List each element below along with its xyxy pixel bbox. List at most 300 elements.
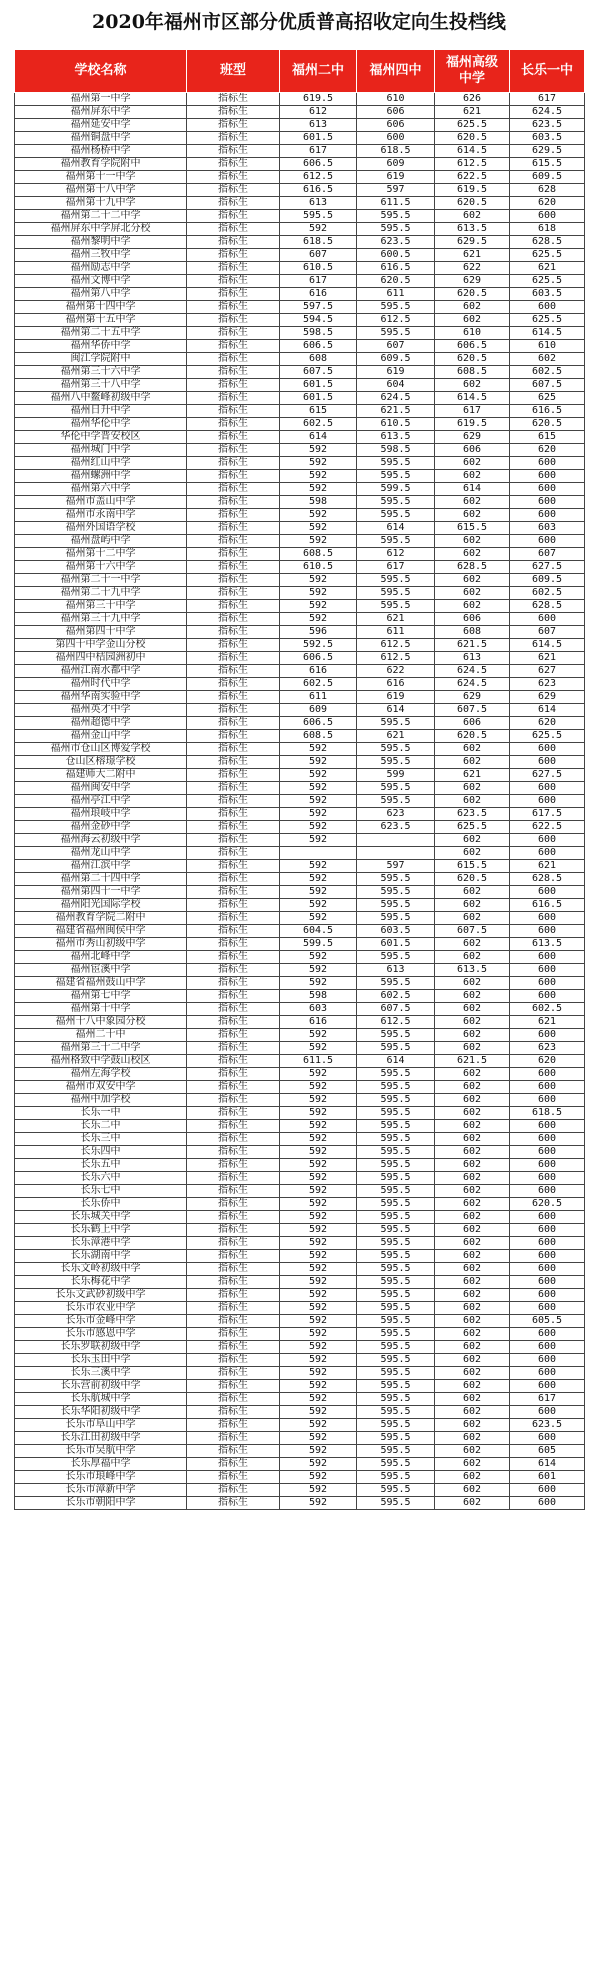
fuzhou-no4-cell: 600.5 [357, 249, 435, 262]
class-type-cell: 指标生 [187, 496, 280, 509]
changle-no1-cell: 614.5 [510, 639, 585, 652]
school-name-cell: 长乐五中 [15, 1159, 187, 1172]
table-row [15, 951, 585, 964]
fuzhou-no4-cell: 595.5 [357, 743, 435, 756]
fuzhou-senior-cell: 602 [435, 899, 510, 912]
class-type-cell: 指标生 [187, 1432, 280, 1445]
changle-no1-cell: 600 [510, 1120, 585, 1133]
fuzhou-senior-cell: 602 [435, 1237, 510, 1250]
fuzhou-no4-cell [357, 834, 435, 847]
class-type-cell: 指标生 [187, 379, 280, 392]
class-type-cell: 指标生 [187, 1276, 280, 1289]
fuzhou-no4-cell: 609 [357, 158, 435, 171]
fuzhou-no2-cell: 592 [280, 1120, 357, 1133]
fuzhou-no4-cell: 612.5 [357, 639, 435, 652]
fuzhou-senior-cell: 620.5 [435, 132, 510, 145]
fuzhou-no2-cell: 607 [280, 249, 357, 262]
school-name-cell: 福州十八中象园分校 [15, 1016, 187, 1029]
changle-no1-cell: 600 [510, 847, 585, 860]
school-name-cell: 长乐四中 [15, 1146, 187, 1159]
fuzhou-senior-cell: 602 [435, 847, 510, 860]
school-name-cell: 福州宦溪中学 [15, 964, 187, 977]
school-name-cell: 福州盘屿中学 [15, 535, 187, 548]
class-type-cell: 指标生 [187, 1289, 280, 1302]
class-type-cell: 指标生 [187, 301, 280, 314]
table-row [15, 1016, 585, 1029]
class-type-cell: 指标生 [187, 860, 280, 873]
class-type-cell: 指标生 [187, 509, 280, 522]
fuzhou-no2-cell: 592 [280, 535, 357, 548]
school-name-cell: 福州龙山中学 [15, 847, 187, 860]
table-row [15, 1367, 585, 1380]
fuzhou-no4-cell: 595.5 [357, 717, 435, 730]
changle-no1-cell: 600 [510, 1237, 585, 1250]
changle-no1-cell: 600 [510, 1094, 585, 1107]
table-row [15, 444, 585, 457]
changle-no1-cell: 600 [510, 1328, 585, 1341]
table-row [15, 860, 585, 873]
fuzhou-senior-cell: 602 [435, 1393, 510, 1406]
class-type-cell: 指标生 [187, 1471, 280, 1484]
changle-no1-cell: 600 [510, 1484, 585, 1497]
changle-no1-cell: 607 [510, 548, 585, 561]
fuzhou-no2-cell: 595.5 [280, 210, 357, 223]
fuzhou-senior-cell: 602 [435, 1198, 510, 1211]
changle-no1-cell: 600 [510, 210, 585, 223]
fuzhou-senior-cell: 628.5 [435, 561, 510, 574]
fuzhou-senior-cell: 602 [435, 1068, 510, 1081]
changle-no1-cell: 618 [510, 223, 585, 236]
fuzhou-no4-cell: 617 [357, 561, 435, 574]
fuzhou-no4-cell: 595.5 [357, 210, 435, 223]
class-type-cell: 指标生 [187, 704, 280, 717]
fuzhou-no4-cell: 612.5 [357, 314, 435, 327]
fuzhou-no2-cell: 592 [280, 912, 357, 925]
changle-no1-cell: 600 [510, 1354, 585, 1367]
school-name-cell: 长乐侨中 [15, 1198, 187, 1211]
changle-no1-cell: 600 [510, 743, 585, 756]
class-type-cell: 指标生 [187, 730, 280, 743]
changle-no1-cell: 600 [510, 1302, 585, 1315]
fuzhou-no2-cell: 608.5 [280, 548, 357, 561]
fuzhou-senior-cell: 621.5 [435, 639, 510, 652]
school-name-cell: 长乐湖南中学 [15, 1250, 187, 1263]
fuzhou-no4-cell: 595.5 [357, 1094, 435, 1107]
fuzhou-no2-cell: 592 [280, 1276, 357, 1289]
class-type-cell: 指标生 [187, 1484, 280, 1497]
school-name-cell: 仓山区榕璟学校 [15, 756, 187, 769]
school-name-cell: 福州黎明中学 [15, 236, 187, 249]
header-school-name: 学校名称 [15, 50, 187, 93]
class-type-cell: 指标生 [187, 821, 280, 834]
fuzhou-no2-cell: 610.5 [280, 561, 357, 574]
fuzhou-senior-cell: 602 [435, 1250, 510, 1263]
fuzhou-senior-cell: 602 [435, 743, 510, 756]
table-row [15, 1107, 585, 1120]
fuzhou-senior-cell: 602 [435, 795, 510, 808]
fuzhou-senior-cell: 607.5 [435, 704, 510, 717]
fuzhou-no2-cell: 598 [280, 496, 357, 509]
class-type-cell: 指标生 [187, 132, 280, 145]
fuzhou-no2-cell: 592 [280, 1315, 357, 1328]
school-name-cell: 福州教育学院二附中 [15, 912, 187, 925]
fuzhou-no2-cell: 592 [280, 1289, 357, 1302]
page-title: 2020年福州市区部分优质普高招收定向生投档线 [92, 11, 506, 33]
class-type-cell: 指标生 [187, 340, 280, 353]
changle-no1-cell: 614.5 [510, 327, 585, 340]
table-row [15, 496, 585, 509]
fuzhou-no4-cell: 595.5 [357, 574, 435, 587]
table-row [15, 1380, 585, 1393]
fuzhou-no4-cell: 606 [357, 119, 435, 132]
class-type-cell: 指标生 [187, 808, 280, 821]
table-row [15, 418, 585, 431]
fuzhou-senior-cell: 602 [435, 977, 510, 990]
fuzhou-senior-cell: 602 [435, 834, 510, 847]
table-row [15, 483, 585, 496]
fuzhou-no4-cell: 595.5 [357, 1471, 435, 1484]
fuzhou-no2-cell: 592 [280, 470, 357, 483]
table-row [15, 210, 585, 223]
fuzhou-no4-cell: 595.5 [357, 1315, 435, 1328]
fuzhou-senior-cell: 602 [435, 782, 510, 795]
class-type-cell: 指标生 [187, 392, 280, 405]
school-name-cell: 福州阳光国际学校 [15, 899, 187, 912]
table-row [15, 470, 585, 483]
table-row [15, 145, 585, 158]
class-type-cell: 指标生 [187, 236, 280, 249]
fuzhou-no2-cell: 592 [280, 1367, 357, 1380]
changle-no1-cell: 600 [510, 483, 585, 496]
fuzhou-no2-cell: 592 [280, 1042, 357, 1055]
fuzhou-senior-cell: 629.5 [435, 236, 510, 249]
fuzhou-no4-cell: 595.5 [357, 1081, 435, 1094]
class-type-cell: 指标生 [187, 171, 280, 184]
fuzhou-no4-cell: 595.5 [357, 1302, 435, 1315]
table-row [15, 730, 585, 743]
fuzhou-no4-cell: 602.5 [357, 990, 435, 1003]
school-name-cell: 福州左海学校 [15, 1068, 187, 1081]
changle-no1-cell: 625 [510, 392, 585, 405]
fuzhou-no2-cell [280, 847, 357, 860]
changle-no1-cell: 628.5 [510, 873, 585, 886]
school-name-cell: 福州华南实验中学 [15, 691, 187, 704]
fuzhou-senior-cell: 619.5 [435, 184, 510, 197]
fuzhou-senior-cell: 621 [435, 106, 510, 119]
fuzhou-senior-cell: 602 [435, 574, 510, 587]
fuzhou-senior-cell: 621.5 [435, 1055, 510, 1068]
changle-no1-cell: 600 [510, 1432, 585, 1445]
fuzhou-senior-cell: 606.5 [435, 340, 510, 353]
fuzhou-senior-cell: 602 [435, 1146, 510, 1159]
school-name-cell: 福州城门中学 [15, 444, 187, 457]
school-name-cell: 福州江滨中学 [15, 860, 187, 873]
class-type-cell: 指标生 [187, 1237, 280, 1250]
fuzhou-senior-cell: 602 [435, 1159, 510, 1172]
fuzhou-no4-cell: 595.5 [357, 470, 435, 483]
fuzhou-no2-cell: 596 [280, 626, 357, 639]
school-name-cell: 福州屏东中学 [15, 106, 187, 119]
class-type-cell: 指标生 [187, 197, 280, 210]
fuzhou-no4-cell: 595.5 [357, 1159, 435, 1172]
fuzhou-no4-cell: 595.5 [357, 1263, 435, 1276]
fuzhou-senior-cell: 602 [435, 548, 510, 561]
fuzhou-senior-cell: 625.5 [435, 821, 510, 834]
school-name-cell: 福州闽安中学 [15, 782, 187, 795]
fuzhou-no2-cell: 592 [280, 1354, 357, 1367]
changle-no1-cell: 603.5 [510, 288, 585, 301]
fuzhou-senior-cell: 602 [435, 951, 510, 964]
fuzhou-no4-cell: 610 [357, 93, 435, 106]
table-row [15, 119, 585, 132]
fuzhou-no4-cell: 595.5 [357, 1276, 435, 1289]
school-name-cell: 福州外国语学校 [15, 522, 187, 535]
changle-no1-cell: 615.5 [510, 158, 585, 171]
class-type-cell: 指标生 [187, 288, 280, 301]
class-type-cell: 指标生 [187, 1328, 280, 1341]
changle-no1-cell: 600 [510, 1263, 585, 1276]
class-type-cell: 指标生 [187, 912, 280, 925]
table-row [15, 223, 585, 236]
class-type-cell: 指标生 [187, 1458, 280, 1471]
fuzhou-senior-cell: 602 [435, 938, 510, 951]
fuzhou-no4-cell: 604 [357, 379, 435, 392]
changle-no1-cell: 610 [510, 340, 585, 353]
fuzhou-senior-cell: 602 [435, 1302, 510, 1315]
table-row [15, 743, 585, 756]
table-row [15, 1276, 585, 1289]
fuzhou-no4-cell: 595.5 [357, 873, 435, 886]
fuzhou-no2-cell: 594.5 [280, 314, 357, 327]
fuzhou-senior-cell: 619.5 [435, 418, 510, 431]
fuzhou-senior-cell: 622.5 [435, 171, 510, 184]
fuzhou-no2-cell: 592 [280, 1094, 357, 1107]
school-name-cell: 长乐营前初级中学 [15, 1380, 187, 1393]
fuzhou-no4-cell: 595.5 [357, 886, 435, 899]
fuzhou-no2-cell: 592 [280, 1081, 357, 1094]
changle-no1-cell: 623 [510, 1042, 585, 1055]
fuzhou-no4-cell: 595.5 [357, 899, 435, 912]
class-type-cell: 指标生 [187, 106, 280, 119]
class-type-cell: 指标生 [187, 938, 280, 951]
school-name-cell: 长乐华阳初级中学 [15, 1406, 187, 1419]
class-type-cell: 指标生 [187, 1341, 280, 1354]
school-name-cell: 福州第七中学 [15, 990, 187, 1003]
fuzhou-no4-cell: 612.5 [357, 1016, 435, 1029]
school-name-cell: 长乐市阜山中学 [15, 1419, 187, 1432]
changle-no1-cell: 600 [510, 977, 585, 990]
fuzhou-no4-cell: 611 [357, 288, 435, 301]
table-row [15, 327, 585, 340]
class-type-cell: 指标生 [187, 145, 280, 158]
fuzhou-no2-cell: 592 [280, 899, 357, 912]
fuzhou-no4-cell: 595.5 [357, 1146, 435, 1159]
table-row [15, 1211, 585, 1224]
fuzhou-no2-cell: 592 [280, 1068, 357, 1081]
class-type-cell: 指标生 [187, 1445, 280, 1458]
fuzhou-no2-cell: 592 [280, 1029, 357, 1042]
fuzhou-senior-cell: 602 [435, 1042, 510, 1055]
changle-no1-cell: 605 [510, 1445, 585, 1458]
fuzhou-no2-cell: 592 [280, 1380, 357, 1393]
fuzhou-no4-cell: 595.5 [357, 1484, 435, 1497]
table-row [15, 600, 585, 613]
table-row [15, 873, 585, 886]
fuzhou-no2-cell: 610.5 [280, 262, 357, 275]
fuzhou-senior-cell: 602 [435, 301, 510, 314]
school-name-cell: 福州市盖山中学 [15, 496, 187, 509]
fuzhou-senior-cell: 602 [435, 1458, 510, 1471]
changle-no1-cell: 600 [510, 1276, 585, 1289]
fuzhou-no4-cell: 595.5 [357, 1185, 435, 1198]
class-type-cell: 指标生 [187, 418, 280, 431]
class-type-cell: 指标生 [187, 210, 280, 223]
changle-no1-cell: 617 [510, 1393, 585, 1406]
table-row [15, 1068, 585, 1081]
table-row [15, 834, 585, 847]
fuzhou-no2-cell: 607.5 [280, 366, 357, 379]
school-name-cell: 长乐一中 [15, 1107, 187, 1120]
table-row [15, 340, 585, 353]
class-type-cell: 指标生 [187, 691, 280, 704]
class-type-cell: 指标生 [187, 1016, 280, 1029]
fuzhou-senior-cell: 608 [435, 626, 510, 639]
fuzhou-no2-cell: 616.5 [280, 184, 357, 197]
fuzhou-no4-cell: 595.5 [357, 1107, 435, 1120]
fuzhou-senior-cell: 615.5 [435, 860, 510, 873]
table-row [15, 1042, 585, 1055]
school-name-cell: 福州中加学校 [15, 1094, 187, 1107]
fuzhou-no2-cell: 612 [280, 106, 357, 119]
school-name-cell: 福州第二十四中学 [15, 873, 187, 886]
table-row [15, 1458, 585, 1471]
fuzhou-senior-cell: 613 [435, 652, 510, 665]
changle-no1-cell: 614 [510, 704, 585, 717]
table-row [15, 782, 585, 795]
fuzhou-no4-cell: 607 [357, 340, 435, 353]
class-type-cell: 指标生 [187, 1107, 280, 1120]
class-type-cell: 指标生 [187, 990, 280, 1003]
class-type-cell: 指标生 [187, 1081, 280, 1094]
fuzhou-no4-cell: 595.5 [357, 509, 435, 522]
fuzhou-senior-cell: 602 [435, 756, 510, 769]
class-type-cell: 指标生 [187, 587, 280, 600]
table-row [15, 457, 585, 470]
fuzhou-senior-cell: 602 [435, 1276, 510, 1289]
school-name-cell: 长乐市农业中学 [15, 1302, 187, 1315]
fuzhou-no4-cell [357, 847, 435, 860]
table-row [15, 548, 585, 561]
changle-no1-cell: 627.5 [510, 561, 585, 574]
class-type-cell: 指标生 [187, 119, 280, 132]
school-name-cell: 福州第十六中学 [15, 561, 187, 574]
fuzhou-senior-cell: 602 [435, 1211, 510, 1224]
school-name-cell: 福州亭江中学 [15, 795, 187, 808]
changle-no1-cell: 618.5 [510, 1107, 585, 1120]
fuzhou-senior-cell: 602 [435, 496, 510, 509]
changle-no1-cell: 609.5 [510, 171, 585, 184]
class-type-cell: 指标生 [187, 327, 280, 340]
fuzhou-no4-cell: 595.5 [357, 1172, 435, 1185]
table-row [15, 1328, 585, 1341]
fuzhou-no4-cell: 595.5 [357, 1198, 435, 1211]
class-type-cell: 指标生 [187, 899, 280, 912]
fuzhou-no4-cell: 622 [357, 665, 435, 678]
changle-no1-cell: 603 [510, 522, 585, 535]
school-name-cell: 福州金砂中学 [15, 821, 187, 834]
fuzhou-no2-cell: 599.5 [280, 938, 357, 951]
fuzhou-no4-cell: 595.5 [357, 1289, 435, 1302]
fuzhou-no4-cell: 597 [357, 184, 435, 197]
fuzhou-senior-cell: 602 [435, 210, 510, 223]
class-type-cell: 指标生 [187, 678, 280, 691]
school-name-cell: 福州第十五中学 [15, 314, 187, 327]
fuzhou-senior-cell: 629 [435, 691, 510, 704]
changle-no1-cell: 620.5 [510, 1198, 585, 1211]
fuzhou-no2-cell: 618.5 [280, 236, 357, 249]
school-name-cell: 福州四中桔园洲初中 [15, 652, 187, 665]
school-name-cell: 福州教育学院附中 [15, 158, 187, 171]
table-row [15, 1146, 585, 1159]
fuzhou-senior-cell: 621 [435, 769, 510, 782]
fuzhou-no2-cell: 592 [280, 1419, 357, 1432]
fuzhou-no2-cell: 592 [280, 860, 357, 873]
fuzhou-no2-cell: 592 [280, 886, 357, 899]
fuzhou-senior-cell: 602 [435, 912, 510, 925]
table-row [15, 405, 585, 418]
school-name-cell: 福州屏东中学屏北分校 [15, 223, 187, 236]
table-row [15, 1263, 585, 1276]
fuzhou-no2-cell: 592 [280, 1445, 357, 1458]
changle-no1-cell: 617 [510, 93, 585, 106]
school-name-cell: 福州华伦中学 [15, 418, 187, 431]
fuzhou-no4-cell: 619 [357, 171, 435, 184]
fuzhou-no4-cell: 621.5 [357, 405, 435, 418]
school-name-cell: 福州八中鳌峰初级中学 [15, 392, 187, 405]
fuzhou-senior-cell: 602 [435, 1497, 510, 1510]
school-name-cell: 福州第六中学 [15, 483, 187, 496]
changle-no1-cell: 609.5 [510, 574, 585, 587]
table-row [15, 964, 585, 977]
school-name-cell: 长乐漳港中学 [15, 1237, 187, 1250]
school-name-cell: 福州第三十六中学 [15, 366, 187, 379]
school-name-cell: 福州超德中学 [15, 717, 187, 730]
table-row [15, 1497, 585, 1510]
table-row [15, 691, 585, 704]
changle-no1-cell: 600 [510, 509, 585, 522]
class-type-cell: 指标生 [187, 314, 280, 327]
school-name-cell: 福州三牧中学 [15, 249, 187, 262]
changle-no1-cell: 600 [510, 1367, 585, 1380]
fuzhou-no2-cell: 592 [280, 1263, 357, 1276]
school-name-cell: 福州杨桥中学 [15, 145, 187, 158]
fuzhou-no2-cell: 592 [280, 509, 357, 522]
table-row [15, 379, 585, 392]
table-row [15, 431, 585, 444]
fuzhou-senior-cell: 602 [435, 535, 510, 548]
table-row [15, 574, 585, 587]
fuzhou-no2-cell: 592 [280, 769, 357, 782]
fuzhou-no4-cell: 599 [357, 769, 435, 782]
changle-no1-cell: 600 [510, 886, 585, 899]
fuzhou-no4-cell: 595.5 [357, 756, 435, 769]
fuzhou-senior-cell: 613.5 [435, 223, 510, 236]
changle-no1-cell: 600 [510, 1250, 585, 1263]
class-type-cell: 指标生 [187, 483, 280, 496]
class-type-cell: 指标生 [187, 964, 280, 977]
class-type-cell: 指标生 [187, 1042, 280, 1055]
changle-no1-cell: 600 [510, 535, 585, 548]
